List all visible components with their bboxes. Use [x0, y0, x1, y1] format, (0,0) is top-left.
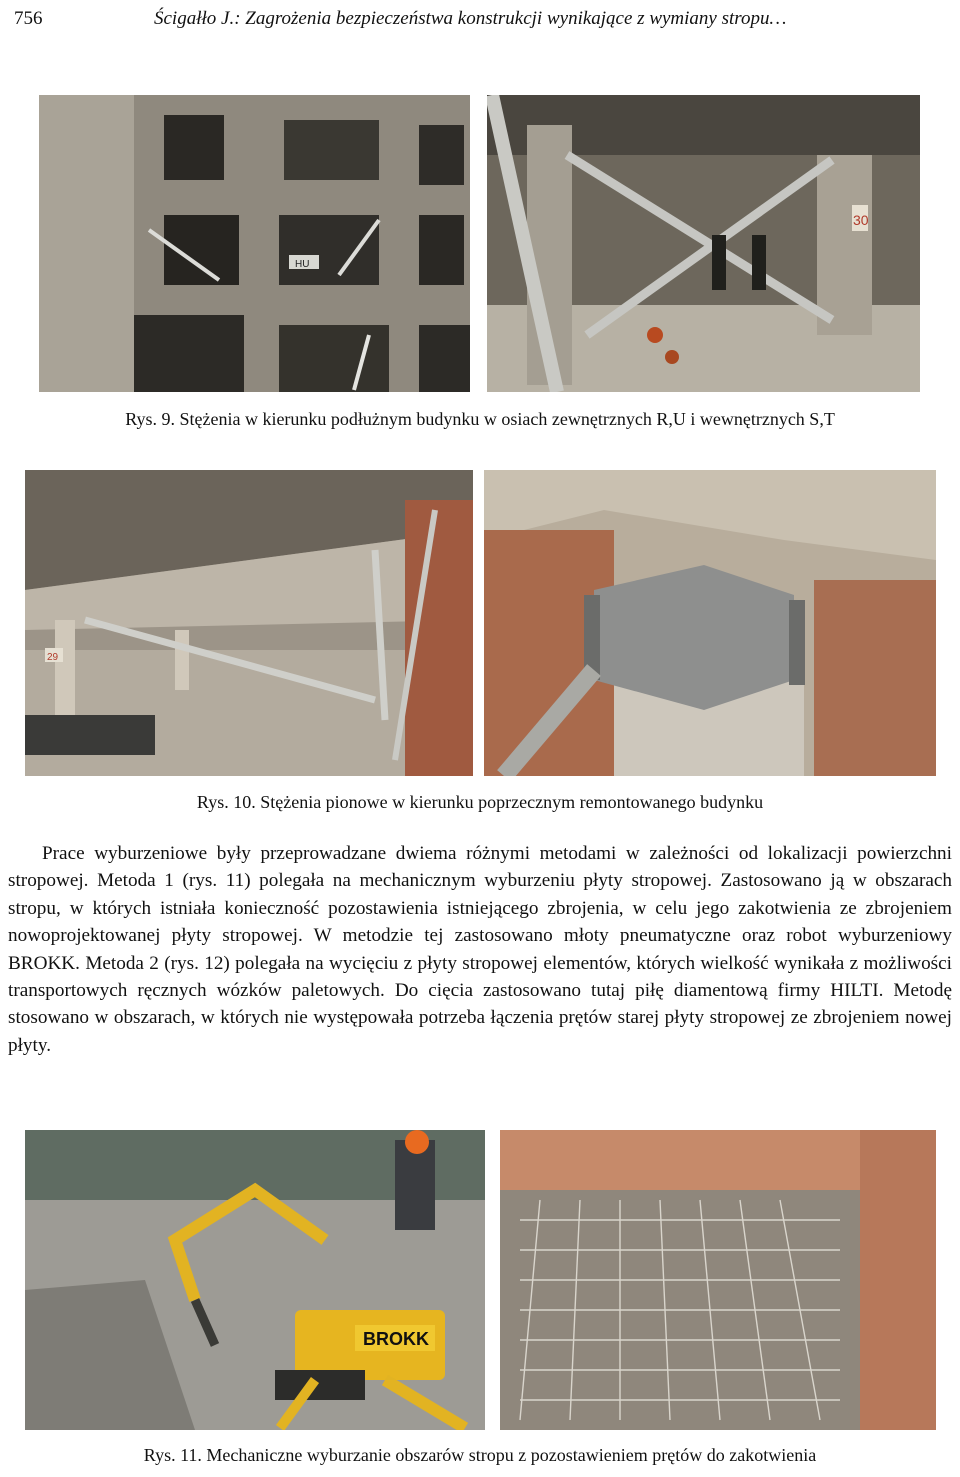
- svg-text:BROKK: BROKK: [363, 1329, 429, 1349]
- fig10-column-photo: [484, 470, 936, 776]
- fig10-interior-photo: [25, 470, 473, 776]
- fig10-caption: Rys. 10. Stężenia pionowe w kierunku poprzecznym remontowanego budynku: [196, 792, 764, 812]
- svg-text:29: 29: [47, 652, 59, 663]
- fig11-brokk-photo: [25, 1130, 485, 1430]
- fig11-rebar-photo: [500, 1130, 936, 1430]
- body-paragraph: Prace wyburzeniowe były przeprowadzane dwiema różnymi metodami w zależności od lokalizacji powierzchni stropowej. Metoda 1 (rys. 11) polegała na mechanicznym wyburzeniu płyty stropowej. Zastosowano ją w obszarach stropu, w których istniała konieczność pozostawienia istniejącego zbrojenia, w celu jego zakotwienia ze zbrojeniem nowoprojektowanej płyty stropowej. W metodzie tej zastosowano młoty pneumatyczne oraz robot wyburzeniowy BROKK. Metoda 2 (rys. 12) polegała na wycięciu z płyty stropowej elementów, których wielkość wynikała z możliwości transportowych ręcznych wózków paletowych. Do cięcia zastosowano tutaj piłę diamentową firmy HILTI. Metodę stosowano w obszarach, w których nie występowała potrzeba łączenia prętów starej płyty stropowej ze zbrojeniem nowej płyty.: [8, 843, 952, 1056]
- fig11-caption: Rys. 11. Mechaniczne wyburzanie obszarów stropu z pozostawieniem prętów do zakotwienia: [143, 1445, 817, 1465]
- fig9-caption: Rys. 9. Stężenia w kierunku podłużnym budynku w osiach zewnętrznych R,U i wewnętrznych S,T: [125, 409, 835, 429]
- svg-text:HU: HU: [295, 259, 310, 270]
- fig9-xbracing-photo: [487, 95, 920, 392]
- svg-text:30: 30: [853, 212, 869, 228]
- running-title: Ścigałło J.: Zagrożenia bezpieczeństwa konstrukcji wynikające z wymiany stropu…: [154, 8, 787, 29]
- page-header: [14, 4, 946, 34]
- page-number: 756: [14, 8, 43, 29]
- fig9-facade-photo: [39, 95, 470, 392]
